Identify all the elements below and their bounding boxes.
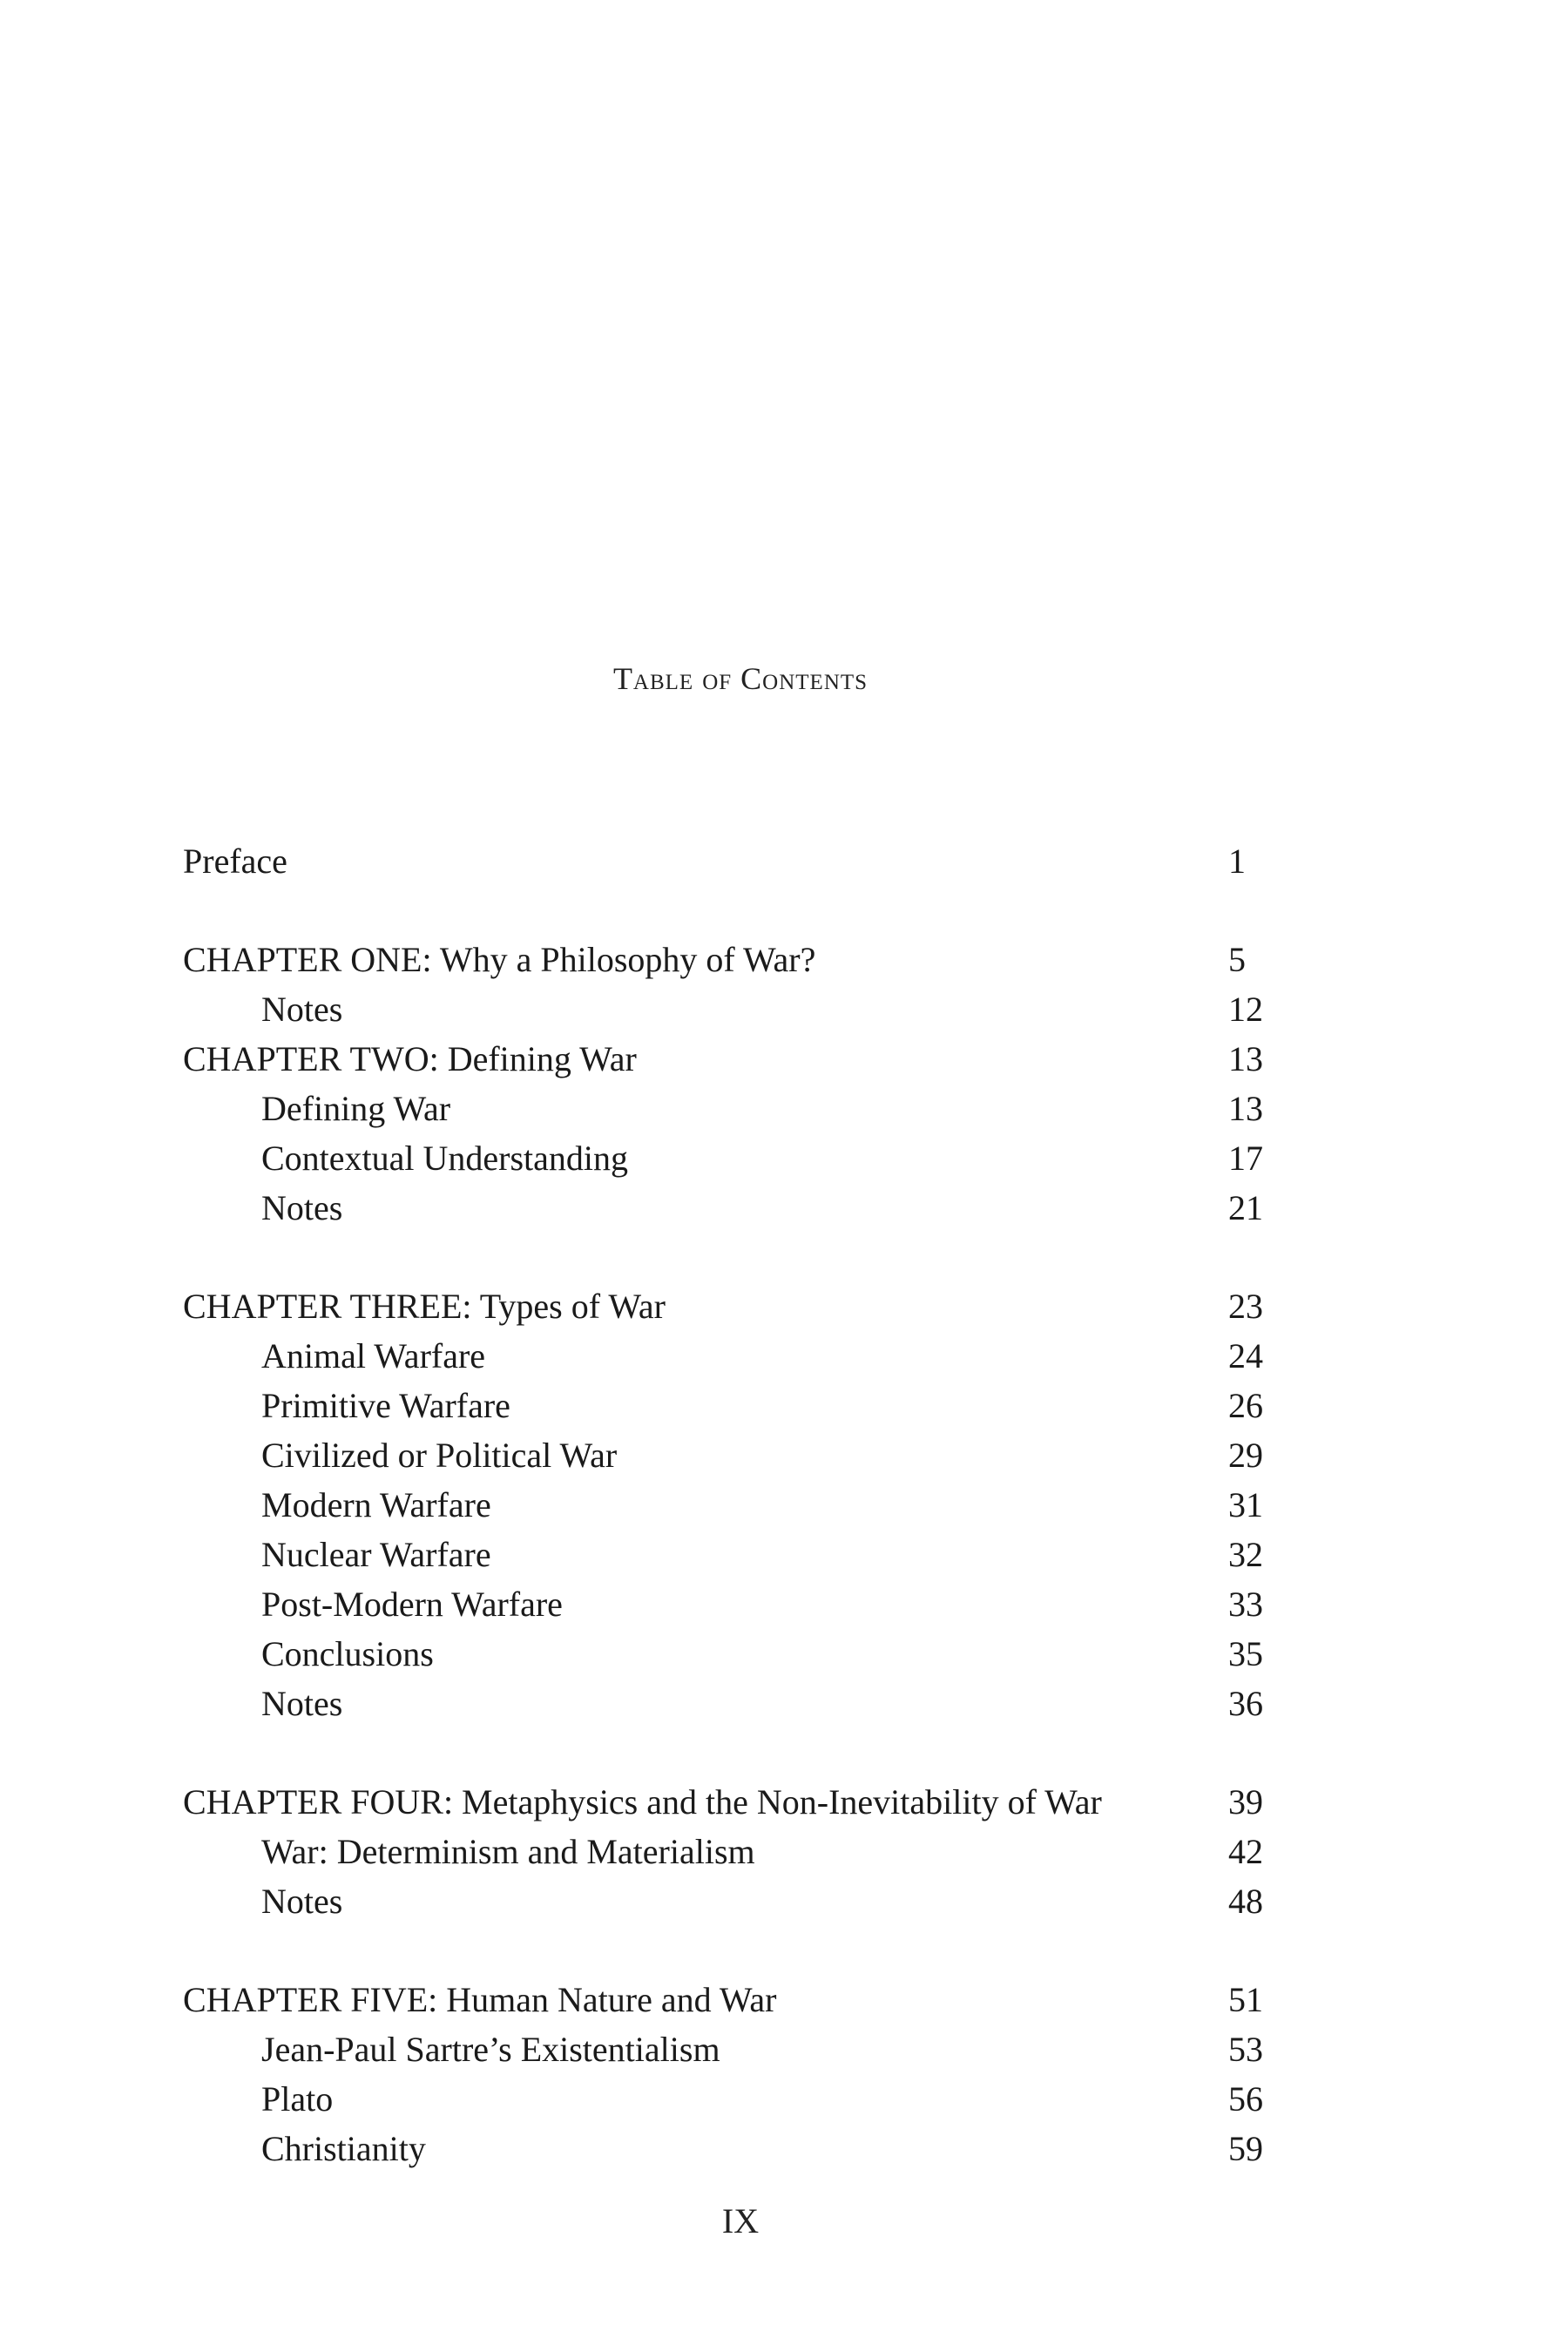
toc-entry-page: 31 xyxy=(1228,1485,1263,1524)
toc-entry-page: 33 xyxy=(1228,1585,1263,1624)
toc-subentry-notes xyxy=(183,1876,1281,1926)
toc-entry-page: 39 xyxy=(1228,1782,1263,1821)
toc-subentry-modern-warfare xyxy=(183,1480,1281,1530)
toc-subentry-plato xyxy=(183,2074,1281,2124)
toc-entry-label: Notes xyxy=(261,1882,343,1921)
toc-entry-label: Preface xyxy=(183,841,287,881)
toc-entry-page: 24 xyxy=(1228,1336,1263,1375)
toc-entry-label: War: Determinism and Materialism xyxy=(261,1832,755,1871)
toc-subentry-contextual-understanding xyxy=(183,1133,1281,1183)
toc-entry-label: Notes xyxy=(261,1188,343,1227)
page-number-folio: IX xyxy=(721,2201,760,2240)
toc-entry-label: Animal Warfare xyxy=(261,1336,486,1375)
toc-subentry-post-modern-warfare xyxy=(183,1579,1281,1629)
toc-subentry-animal-warfare xyxy=(183,1331,1281,1381)
toc-entry-page: 26 xyxy=(1228,1386,1263,1425)
toc-entry-label: Nuclear Warfare xyxy=(261,1535,491,1574)
toc-entry-page: 48 xyxy=(1228,1882,1263,1921)
toc-subentry-sartre xyxy=(183,2024,1281,2074)
toc-entry-label: Notes xyxy=(261,1684,343,1723)
toc-entry-chapter-four xyxy=(183,1777,1281,1827)
toc-entry-page: 23 xyxy=(1228,1287,1263,1326)
toc-subentry-nuclear-warfare xyxy=(183,1530,1281,1579)
toc-entry-label: Christianity xyxy=(261,2129,426,2168)
toc-subentry-civilized-war xyxy=(183,1430,1281,1480)
toc-entry-page: 13 xyxy=(1228,1089,1263,1128)
toc-entry-label: Primitive Warfare xyxy=(261,1386,510,1425)
toc-subentry-determinism xyxy=(183,1827,1281,1876)
toc-entry-page: 35 xyxy=(1228,1634,1263,1673)
toc-entry-preface xyxy=(183,836,1281,886)
toc-subentry-notes xyxy=(183,1183,1281,1233)
toc-entry-label: Conclusions xyxy=(261,1634,434,1673)
toc-entry-page: 53 xyxy=(1228,2030,1263,2069)
toc-entry-label: CHAPTER THREE: Types of War xyxy=(183,1287,666,1326)
toc-entry-label: CHAPTER ONE: Why a Philosophy of War? xyxy=(183,940,816,979)
toc-entry-chapter-five xyxy=(183,1975,1281,2024)
toc-entry-label: CHAPTER FOUR: Metaphysics and the Non-Inevitability of War xyxy=(183,1782,1102,1821)
toc-list xyxy=(183,836,1281,2173)
toc-entry-label: Civilized or Political War xyxy=(261,1436,618,1475)
toc-entry-page: 59 xyxy=(1228,2129,1263,2168)
toc-subentry-notes xyxy=(183,984,1281,1034)
toc-entry-page: 42 xyxy=(1228,1832,1263,1871)
toc-entry-page: 1 xyxy=(1228,841,1246,881)
toc-entry-page: 29 xyxy=(1228,1436,1263,1475)
toc-entry-page: 13 xyxy=(1228,1039,1263,1078)
toc-subentry-defining-war xyxy=(183,1084,1281,1133)
toc-entry-page: 56 xyxy=(1228,2079,1263,2119)
toc-entry-label: CHAPTER FIVE: Human Nature and War xyxy=(183,1980,777,2019)
toc-entry-page: 5 xyxy=(1228,940,1246,979)
toc-entry-page: 36 xyxy=(1228,1684,1263,1723)
toc-entry-label: Modern Warfare xyxy=(261,1485,491,1524)
toc-entry-label: Contextual Understanding xyxy=(261,1139,629,1178)
toc-subentry-notes xyxy=(183,1679,1281,1728)
toc-entry-label: Post-Modern Warfare xyxy=(261,1585,563,1624)
toc-entry-page: 21 xyxy=(1228,1188,1263,1227)
toc-entry-page: 32 xyxy=(1228,1535,1263,1574)
toc-entry-chapter-three xyxy=(183,1281,1281,1331)
toc-subentry-primitive-warfare xyxy=(183,1381,1281,1430)
toc-subentry-christianity xyxy=(183,2124,1281,2173)
toc-entry-page: 51 xyxy=(1228,1980,1263,2019)
toc-entry-label: Jean-Paul Sartre’s Existentialism xyxy=(261,2030,720,2069)
toc-entry-chapter-two xyxy=(183,1034,1281,1084)
toc-entry-label: Plato xyxy=(261,2079,334,2119)
toc-entry-page: 17 xyxy=(1228,1139,1263,1178)
toc-entry-chapter-one xyxy=(183,935,1281,984)
toc-entry-label: Defining War xyxy=(261,1089,451,1128)
toc-subentry-conclusions xyxy=(183,1629,1281,1679)
toc-entry-label: CHAPTER TWO: Defining War xyxy=(183,1039,637,1078)
toc-entry-page: 12 xyxy=(1228,990,1263,1029)
toc-heading: Table of Contents xyxy=(612,661,868,696)
toc-entry-label: Notes xyxy=(261,990,343,1029)
